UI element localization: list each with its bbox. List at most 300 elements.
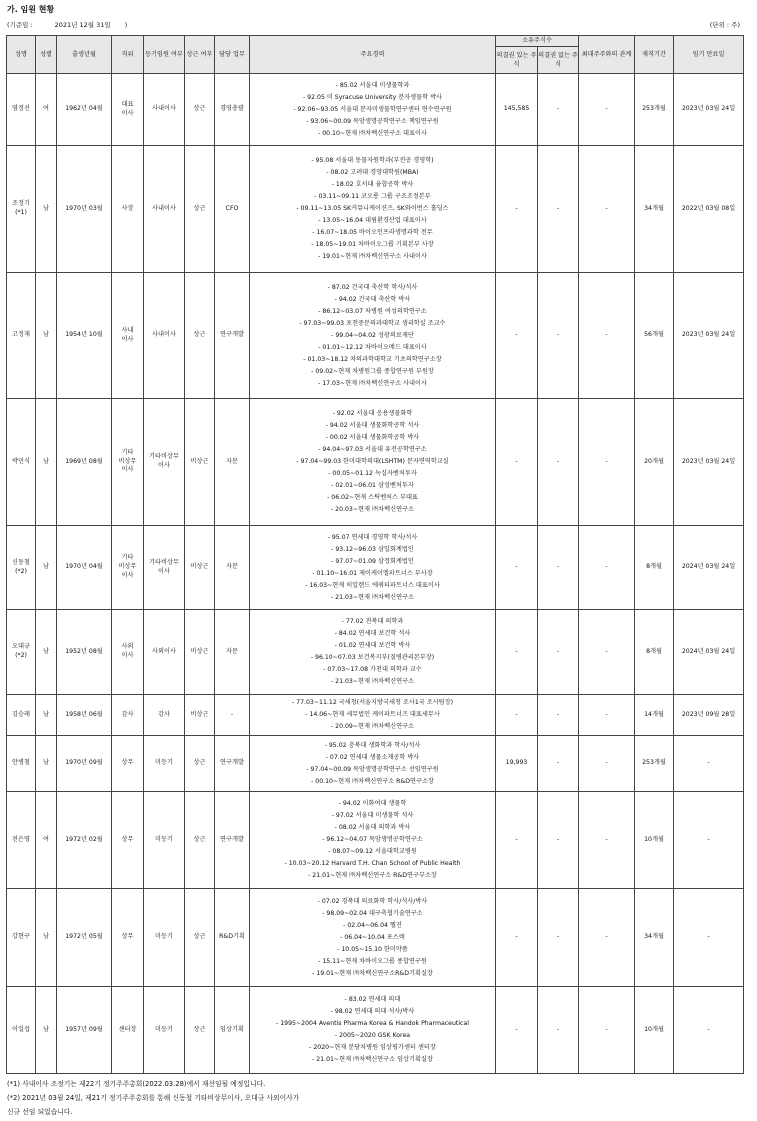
cell-position-text: 센터장 [118,1025,137,1033]
cell-name [7,610,36,695]
career-line: - 21.01~현재 ㈜차백신연구소 임상기획실장 [312,1056,433,1063]
career-line: - 2005~2020 GSK Korea [334,1032,411,1039]
cell-fulltime-text: 상근 [193,759,206,766]
cell-gender [36,736,57,792]
cell-shares-nonvoting [538,74,579,146]
cell-relation [579,273,635,399]
table-row [7,792,744,889]
career-line: - 06.02~현재 스틱벤처스 부대표 [327,494,418,501]
cell-fulltime [185,987,215,1074]
cell-shares-voting-text: - [515,1025,518,1033]
table-row [7,399,744,526]
cell-registered-text: 이사 [158,567,170,575]
cell-position-text: 비상무 [118,457,137,465]
career-line: - 00.05~01.12 녹십자벤처투자 [328,470,417,477]
cell-relation-text: - [605,204,608,212]
career-line: - 02.04~06.04 헬진 [343,921,402,929]
cell-shares-nonvoting-text: - [556,835,560,843]
cell-career [250,526,496,610]
cell-gender [36,610,57,695]
cell-term-end [674,736,744,792]
cell-position [112,695,144,736]
cell-fulltime [185,273,215,399]
cell-term-end-text: 2022년 03월 08일 [681,204,736,212]
header-career: 주요경력 [250,36,496,74]
cell-tenure [635,792,674,889]
cell-registered [144,526,185,610]
cell-shares-voting-text: - [515,647,518,655]
cell-birth [57,736,112,792]
career-line: - 19.01~현재 ㈜차백신연구소R&D기획실장 [312,969,433,977]
cell-registered [144,736,185,792]
cell-birth [57,74,112,146]
cell-fulltime [185,695,215,736]
cell-duty [215,399,250,526]
header-gender: 성별 [36,36,57,74]
cell-relation [579,792,635,889]
cell-gender-text: 남 [43,563,49,570]
cell-tenure [635,146,674,273]
cell-position-text: 비상무 [118,563,137,570]
cell-shares-nonvoting-text: - [556,105,560,112]
cell-shares-voting [496,526,538,610]
cell-term-end [674,273,744,399]
cell-fulltime-text: 상근 [193,204,206,212]
cell-relation [579,695,635,736]
cell-duty-text: 연구개발 [220,835,244,843]
cell-registered-text: 감사 [158,710,170,718]
cell-duty [215,146,250,273]
cell-relation-text: - [605,647,608,655]
career-line: - 00.10~현재 ㈜차백신연구소 R&D연구소장 [311,777,434,785]
cell-duty-text: 연구개발 [220,759,244,766]
career-line: - 07.02 연세대 생물소재공학 박사 [325,753,420,761]
table-row [7,74,744,146]
header-shares: 소유주식수 [496,36,579,47]
cell-name-text: (*1) [15,209,27,216]
cell-name-text: 염정선 [12,105,30,112]
cell-gender-text: 남 [43,331,49,338]
cell-name-text: 이일섭 [12,1025,30,1033]
career-line: - 92.06~93.05 서울대 분자미생물학연구센터 연수연구원 [293,105,452,113]
cell-registered-text: 이사 [158,462,170,469]
cell-birth-text: 1969년 08월 [65,457,103,465]
career-line: - 19.01~현재 ㈜차백신연구소 사내이사 [318,253,427,260]
cell-term-end [674,792,744,889]
cell-birth-text: 1972년 05월 [65,933,103,940]
cell-tenure-text: 253개월 [642,759,666,766]
basis-suffix: ) [124,21,128,29]
career-line: - 93.12~96.03 삼일회계법인 [331,545,414,553]
cell-registered [144,792,185,889]
cell-shares-nonvoting [538,695,579,736]
cell-career [250,74,496,146]
cell-term-end [674,526,744,610]
career-line: - 97.04~00.09 목암생명공학연구소 선임연구원 [306,765,439,773]
cell-duty-text: CFO [225,204,239,212]
cell-gender [36,74,57,146]
cell-birth [57,526,112,610]
cell-duty [215,273,250,399]
cell-term-end [674,889,744,987]
cell-term-end [674,74,744,146]
cell-duty [215,610,250,695]
cell-shares-nonvoting-text: - [556,759,560,766]
career-line: - 92.05 미 Syracuse University 분자생물학 박사 [302,93,443,101]
table-row [7,273,744,399]
header-position: 직위 [112,36,144,74]
cell-registered-text: 미등기 [155,1025,173,1033]
career-line: - 97.07~01.09 삼정회계법인 [331,557,414,565]
cell-shares-nonvoting-text: - [556,710,560,718]
cell-gender-text: 남 [43,647,49,655]
cell-fulltime [185,526,215,610]
cell-shares-voting [496,610,538,695]
cell-shares-voting [496,736,538,792]
header-fulltime: 상근 여부 [185,36,215,74]
cell-registered [144,273,185,399]
cell-tenure [635,273,674,399]
cell-tenure [635,74,674,146]
cell-name-text: 박민식 [12,457,30,465]
cell-name [7,792,36,889]
cell-registered-text: 사외이사 [152,647,176,655]
cell-shares-nonvoting [538,146,579,273]
cell-tenure-text: 56개월 [644,331,664,338]
cell-gender-text: 남 [43,710,49,718]
cell-gender [36,695,57,736]
career-line: - 94.02 이화여대 생물학 [338,800,407,807]
career-line: - 16.07~18.05 바이오인프라생명과학 전무 [312,229,433,236]
cell-birth-text: 1970년 03월 [65,204,103,212]
cell-shares-nonvoting [538,736,579,792]
cell-relation-text: - [605,759,608,766]
basis-date-line [7,20,127,29]
cell-gender [36,526,57,610]
cell-relation [579,146,635,273]
cell-name [7,399,36,526]
cell-birth [57,273,112,399]
cell-tenure-text: 20개월 [644,457,664,465]
cell-birth [57,399,112,526]
cell-birth-text: 1957년 09월 [65,1025,103,1033]
cell-shares-voting-text: 145,585 [503,105,530,112]
career-line: - 97.04~99.03 한미대학의대(LSHTM) 분자면역학교실 [296,458,449,465]
header-duty: 담당 업무 [215,36,250,74]
career-line: - 1995~2004 Aventis Pharma Korea & Handok Pharmaceutical [276,1020,469,1027]
cell-relation-text: - [605,331,608,338]
career-line: - 01.10~16.01 제이케이엘파트너스 부사장 [312,569,433,577]
cell-shares-voting-text: - [515,204,518,212]
cell-shares-nonvoting [538,987,579,1074]
career-line: - 01.01~12.12 차바이오메드 대표이사 [318,343,427,351]
career-line: - 83.02 연세대 의대 [344,996,401,1003]
cell-position [112,736,144,792]
cell-duty-text: 연구개발 [220,331,244,338]
cell-shares-voting-text: 19,993 [505,759,528,766]
cell-shares-voting [496,792,538,889]
cell-tenure [635,736,674,792]
career-line: - 98.02 연세대 의대 석사/박사 [330,1008,415,1015]
cell-name [7,736,36,792]
cell-birth [57,146,112,273]
cell-fulltime-text: 비상근 [190,647,209,655]
cell-term-end-text: 2023년 03월 24일 [681,331,736,338]
cell-shares-voting [496,273,538,399]
cell-term-end-text: - [707,1025,710,1033]
header-name: 성명 [7,36,36,74]
header-term-end: 임기 만료일 [674,36,744,74]
cell-birth-text: 1954년 10월 [65,331,103,338]
cell-career [250,987,496,1074]
cell-name [7,695,36,736]
cell-position-text: 기타 [121,448,134,456]
career-line: - 18.05~19.01 차바이오그룹 기획본부 사장 [311,241,434,248]
cell-name [7,74,36,146]
cell-registered-text: 사내이사 [152,105,176,112]
cell-registered-text: 미등기 [155,835,173,843]
cell-position [112,889,144,987]
cell-birth [57,889,112,987]
cell-fulltime [185,146,215,273]
career-line: - 95.02 충북대 생화학과 학사/석사 [324,741,421,749]
cell-tenure-text: 8개월 [646,563,662,570]
cell-name-text: (*2) [15,567,27,575]
cell-tenure [635,987,674,1074]
header-shares-nonvoting: 의결권 없는 주식 [538,47,579,74]
cell-birth-text: 1958년 06월 [65,710,103,718]
cell-birth-text: 1962년 04월 [65,105,103,112]
table-row [7,526,744,610]
career-line: - 13.05~16.04 대림환경산업 대표이사 [318,217,427,224]
cell-registered [144,610,185,695]
cell-term-end-text: 2023년 03월 24일 [681,105,736,112]
cell-relation [579,736,635,792]
career-line: - 94.02 건국대 축산학 박사 [334,295,411,303]
cell-term-end-text: - [707,835,710,843]
career-line: - 02.01~06.01 삼성벤처투자 [331,482,414,489]
cell-career [250,399,496,526]
cell-gender [36,889,57,987]
cell-registered-text: 기타비상무 [149,558,179,566]
cell-birth-text: 1970년 04월 [65,563,103,570]
cell-gender [36,146,57,273]
cell-name-text: 조정기 [12,200,30,208]
career-line: - 21.03~현재 ㈜차백신연구소 [330,593,415,601]
career-line: - 00.02 서울대 생물화학공학 박사 [325,434,420,441]
cell-gender-text: 여 [43,835,49,843]
cell-gender-text: 남 [43,204,49,212]
cell-name [7,889,36,987]
basis-prefix: (기준일 : [7,21,33,29]
career-line: - 92.02 서울대 응용생물화학 [332,410,413,417]
cell-position-text: 대표 [121,100,134,108]
cell-shares-nonvoting-text: - [556,563,560,570]
footnote-2: (*2) 2021년 03월 24일, 제21기 정기주주총회를 통해 신동철 기타비상무이사, 오대규 사외이사가 [7,1094,300,1102]
cell-career [250,146,496,273]
cell-birth-text: 1970년 09월 [65,759,103,766]
career-line: - 21.01~현재 ㈜차백신연구소 R&D연구부소장 [308,872,437,879]
cell-shares-nonvoting-text: - [556,933,560,940]
career-line: - 99.04~04.02 성광의료재단 [331,331,414,339]
cell-position [112,74,144,146]
cell-tenure [635,399,674,526]
cell-career [250,736,496,792]
cell-position [112,987,144,1074]
cell-registered [144,399,185,526]
cell-duty-text: 자문 [226,647,238,655]
cell-shares-nonvoting [538,889,579,987]
career-line: - 00.10~현재 ㈜차백신연구소 대표이사 [318,129,427,137]
cell-relation-text: - [605,835,608,843]
career-line: - 06.04~10.04 포스텍 [340,933,405,941]
cell-position-text: 이사 [121,652,134,659]
cell-fulltime-text: 비상근 [190,457,209,465]
cell-name [7,273,36,399]
career-line: - 93.06~00.09 목암생명공학연구소 책임연구원 [306,117,439,125]
cell-fulltime [185,889,215,987]
career-line: - 20.03~현재 ㈜차백신연구소 [330,506,415,513]
career-line: - 09.02~현재 차병원그룹 종합연구원 부원장 [311,367,434,375]
executives-table-body [7,74,744,1074]
cell-relation [579,987,635,1074]
cell-shares-nonvoting-text: - [556,331,560,338]
cell-tenure-text: 253개월 [642,105,666,112]
career-line: - 08.02 서울대 의학과 박사 [334,824,411,831]
cell-duty-text: 경영총괄 [220,105,244,112]
cell-fulltime [185,74,215,146]
cell-fulltime-text: 상근 [193,835,206,843]
career-line: - 94.04~97.03 서울대 유전공학연구소 [318,446,427,453]
cell-shares-nonvoting-text: - [556,204,560,212]
cell-name-text: 오대규 [12,643,30,651]
cell-duty-text: - [230,710,234,718]
career-line: - 96.12~04.07 목암생명공학연구소 [322,836,423,843]
cell-name [7,146,36,273]
cell-relation [579,526,635,610]
cell-shares-nonvoting [538,399,579,526]
cell-position-text: 이사 [121,109,134,117]
cell-shares-voting [496,146,538,273]
cell-tenure [635,695,674,736]
cell-name-text: 강현구 [12,933,30,940]
cell-name-text: (*2) [15,652,27,659]
cell-name-text: 신동철 [12,558,30,566]
cell-shares-voting-text: - [515,331,518,338]
section-title: 가. 임원 현황 [7,5,55,14]
cell-shares-nonvoting-text: - [556,647,560,655]
cell-registered-text: 미등기 [155,933,173,940]
career-line: - 16.03~현재 히일랜드 에쿼티파트너스 대표이사 [305,581,440,589]
cell-relation [579,889,635,987]
cell-tenure-text: 8개월 [646,647,662,655]
cell-registered [144,74,185,146]
cell-gender-text: 남 [43,1025,49,1033]
cell-registered-text: 미등기 [155,759,173,766]
cell-registered-text: 사내이사 [152,204,176,212]
cell-duty-text: R&D기획 [219,933,245,940]
cell-position-text: 사내 [121,326,134,334]
cell-fulltime-text: 비상근 [190,563,209,570]
cell-position-text: 상무 [121,835,134,843]
career-line: - 14.06~현재 세무법인 케이파트너즈 대표세무사 [305,711,440,718]
cell-tenure-text: 10개월 [644,1025,664,1033]
footnotes [7,1077,299,1119]
cell-shares-voting-text: - [515,710,518,718]
career-line: - 84.02 연세대 보건학 석사 [334,630,411,637]
table-row [7,610,744,695]
unit-label: (단위 : 주) [709,21,740,29]
cell-career [250,792,496,889]
cell-term-end [674,987,744,1074]
career-line: - 2020~현재 분당차병원 임상평가센터 센터장 [309,1044,436,1051]
career-line: - 17.03~현재 ㈜차백신연구소 사내이사 [318,379,427,387]
header-tenure: 재직기간 [635,36,674,74]
cell-position [112,526,144,610]
cell-fulltime-text: 상근 [193,1025,206,1033]
career-line: - 77.02 전북대 의학과 [341,618,404,625]
cell-name [7,526,36,610]
cell-fulltime-text: 상근 [193,933,206,940]
cell-birth [57,792,112,889]
cell-shares-nonvoting-text: - [556,1025,560,1033]
cell-fulltime [185,736,215,792]
career-line: - 10.03~20.12 Harvard T.H. Chan School of Public Health [284,860,461,867]
career-line: - 08.02 고려대 경영대학원(MBA) [326,169,419,176]
cell-shares-voting [496,987,538,1074]
cell-fulltime-text: 상근 [193,105,206,112]
career-line: - 94.02 서울대 생물화학공학 석사 [325,422,420,429]
cell-career [250,889,496,987]
cell-duty [215,736,250,792]
cell-gender-text: 여 [43,105,49,112]
cell-shares-voting-text: - [515,563,518,570]
cell-registered [144,146,185,273]
cell-gender [36,792,57,889]
cell-term-end-text: 2024년 03월 24일 [681,647,736,655]
cell-position-text: 감사 [121,710,134,718]
career-line: - 08.07~09.12 서울대학교병원 [328,848,417,855]
career-line: - 15.11~현재 차바이오그룹 종합연구원 [318,957,427,965]
cell-registered [144,889,185,987]
cell-position-text: 이사 [121,571,134,579]
career-line: - 98.09~02.04 대구축협기술연구소 [322,909,423,917]
cell-tenure-text: 34개월 [644,933,664,940]
cell-name [7,987,36,1074]
table-row [7,889,744,987]
cell-position [112,273,144,399]
cell-name-text: 전은영 [12,835,30,843]
cell-position [112,792,144,889]
cell-career [250,695,496,736]
cell-position [112,146,144,273]
cell-registered-text: 기타비상무 [149,453,179,461]
career-line: - 01.03~18.12 차의과학대학교 기초의학연구소장 [303,355,442,363]
cell-name-text: 김승래 [12,710,30,718]
career-line: - 07.03~17.08 가천대 의학과 교수 [323,666,422,673]
executives-table [6,35,744,1074]
cell-duty [215,695,250,736]
table-row [7,695,744,736]
cell-gender [36,987,57,1074]
cell-relation-text: - [605,710,608,718]
cell-name-text: 고정재 [12,331,30,338]
cell-term-end-text: 2023년 09월 28일 [681,710,736,718]
cell-position-text: 상무 [121,933,134,940]
cell-career [250,273,496,399]
cell-gender [36,273,57,399]
cell-name-text: 안병철 [12,759,30,766]
